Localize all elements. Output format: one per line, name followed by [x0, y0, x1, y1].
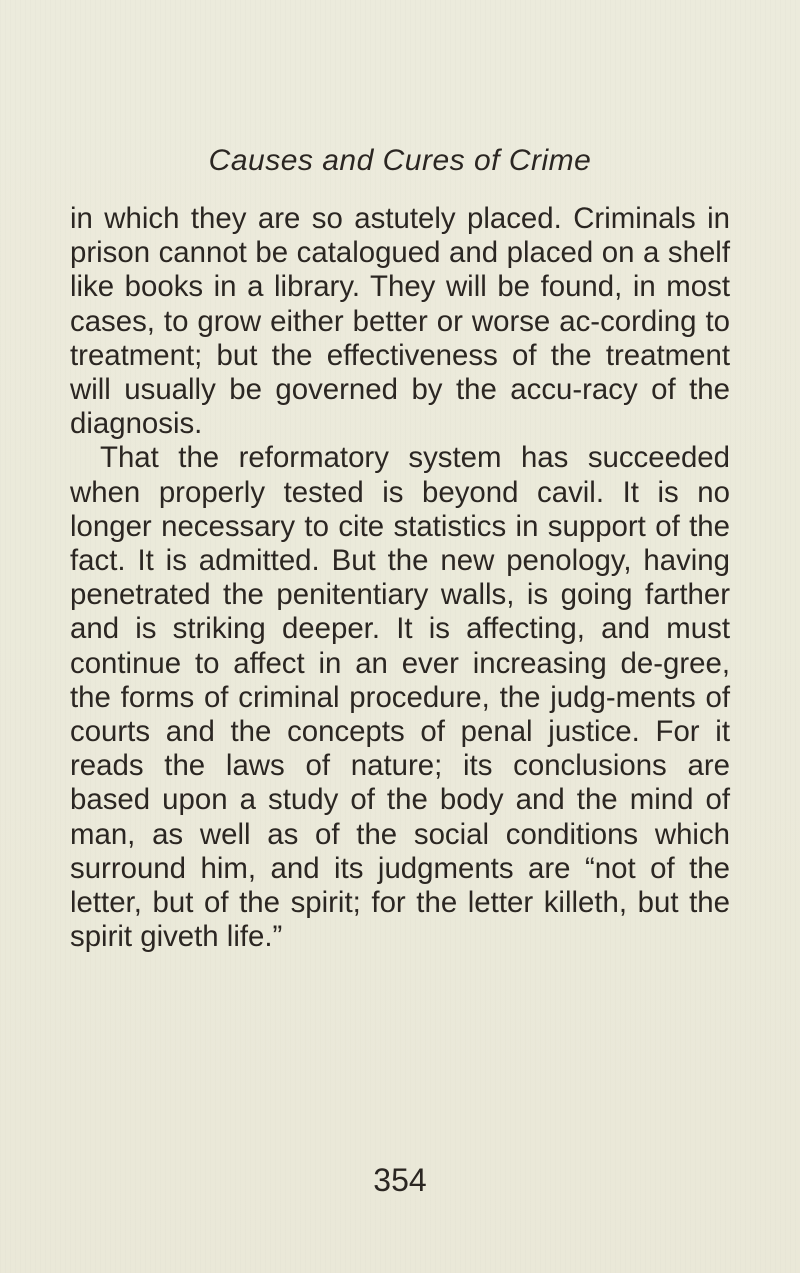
paragraph-2: That the reformatory system has succeeded when properly tested is beyond cavil. It is no longer necessary to cite statistics in support of the fact. It is admitted. But the new penology, having penetrated the penitentiary walls, is going farther and is striking deeper. It is affecting, and must continue to affect in an ever increasing de-gree, the forms of criminal procedure, the judg-ments of courts and the concepts of penal justice. For it reads the laws of nature; its conclusions are based upon a study of the body and the mind of man, as well as of the social conditions which surround him, and its judgments are “not of the letter, but of the spirit; for the letter killeth, but the spirit giveth life.” — [70, 441, 730, 954]
paragraph-1: in which they are so astutely placed. Criminals in prison cannot be catalogued and placed on a shelf like books in a library. They will be found, in most cases, to grow either better or worse ac-cording to treatment; but the effectiveness of the treatment will usually be governed by the accu-racy of the diagnosis. — [70, 202, 730, 441]
body-text — [70, 202, 730, 954]
running-head: Causes and Cures of Crime — [208, 144, 592, 177]
page-number: 354 — [373, 1162, 427, 1198]
